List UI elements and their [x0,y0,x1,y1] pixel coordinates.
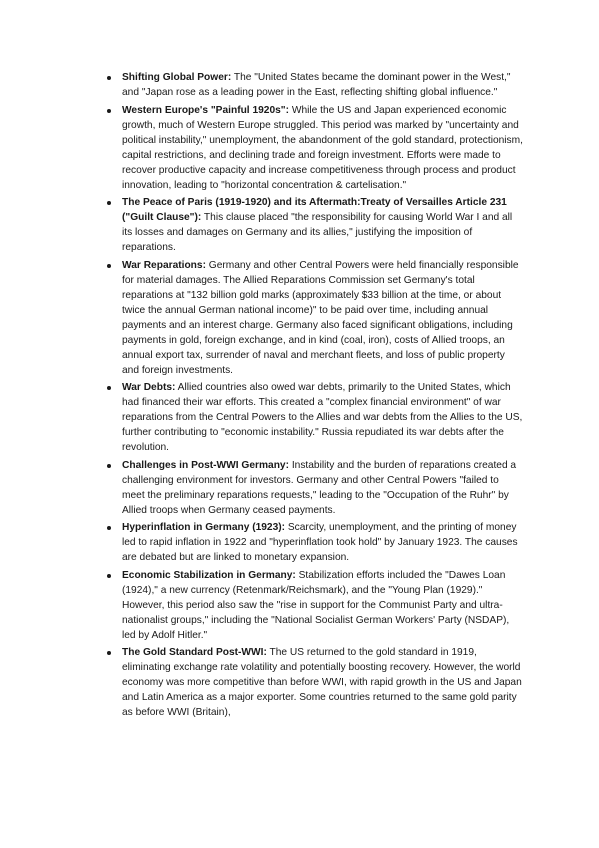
list-item [103,195,523,255]
item-text: Stabilization efforts included the "Dawes Loan (1924)," a new currency (Retenmark/Reichsmark), and the "Young Plan (1929)." However, this period also saw the "rise in support for the Communist Party and ultra-nationalist groups," including the "National Socialist German Workers' Party (NSDAP), led by Adolf Hitler." [122,569,510,641]
item-heading: The Peace of Paris (1919-1920) and its Aftermath:Treaty of Versailles Article 231 ("Guilt Clause"): [122,197,507,223]
list-item [103,645,523,720]
list-item [103,458,523,518]
item-heading: Hyperinflation in Germany (1923): [122,522,286,533]
list-item [103,380,523,455]
list-item [103,520,523,565]
bullet-icon [107,109,111,113]
list-item [103,70,523,100]
item-text: The "United States became the dominant power in the West," and "Japan rose as a leading power in the East, reflecting shifting global influence." [122,72,511,98]
item-heading: The Gold Standard Post-WWI: [122,647,267,658]
item-heading: Economic Stabilization in Germany: [122,569,296,581]
item-heading: Shifting Global Power: [122,72,232,83]
list-item [103,258,523,378]
bullet-icon [107,264,111,268]
bullet-icon [107,574,111,578]
bullet-icon [107,386,111,390]
bullet-icon [107,651,111,655]
bullet-icon [107,76,111,80]
item-text: Instability and the burden of reparations created a challenging environment for investors. Germany and other Central Powers "failed to meet the preliminary reparations requests," leading to the "Occupation of the Ruhr" by Allied troops when Germany ceased payments. [122,459,517,516]
item-heading: Challenges in Post-WWI Germany: [122,459,289,471]
item-text: While the US and Japan experienced economic growth, much of Western Europe struggled. This period was marked by "uncertainty and political instability," unemployment, the abandonment of the gold standard, protectionism, capital restrictions, and declining trade and foreign investment. Efforts were made to recover productive capacity and increase competitiveness through process and product innovation, leading to "horizontal concentration & cartelisation." [122,104,523,191]
item-heading: Western Europe's "Painful 1920s": [122,104,290,116]
list-item [103,568,523,643]
item-text: Germany and other Central Powers were held financially responsible for material damages. The Allied Reparations Commission set Germany's total reparations at "132 billion gold marks (approximately $33 billion at the time, or about twice the annual German national income)" to be paid over time, including annual payments and an interest charge. Germany also faced significant obligations, including payments in gold, foreign exchange, and in kind (coal, iron), costs of Allied troops, an annual export tax, surrender of naval and merchant fleets, and loss of public property and foreign investments. [122,259,519,376]
list-item [103,103,523,193]
bullet-list [103,70,523,723]
item-text: Scarcity, unemployment, and the printing of money led to rapid inflation in 1922 and "hyperinflation took hold" by January 1923. The causes are debated but are linked to monetary expansion. [122,522,518,563]
item-text: This clause placed "the responsibility for causing World War I and all its losses and damages on Germany and its allies," justifying the imposition of reparations. [122,212,513,253]
bullet-icon [107,464,111,468]
item-heading: War Reparations: [122,259,206,271]
bullet-icon [107,526,111,530]
item-text: Allied countries also owed war debts, primarily to the United States, which had financed their war efforts. This created a "complex financial environment" of war reparations from the Central Powers to the Allies and war debts from the Allies to the US, further contributing to "economic instability." Russia repudiated its war debts after the revolution. [122,382,523,453]
bullet-icon [107,201,111,205]
item-heading: War Debts: [122,382,176,393]
item-text: The US returned to the gold standard in 1919, eliminating exchange rate volatility and potentially boosting recovery. However, the world economy was more competitive than before WWI, with rapid growth in the US and Japan and Latin America as a major exporter. Some countries returned to the same gold parity as before WWI (Britain), [122,647,522,718]
